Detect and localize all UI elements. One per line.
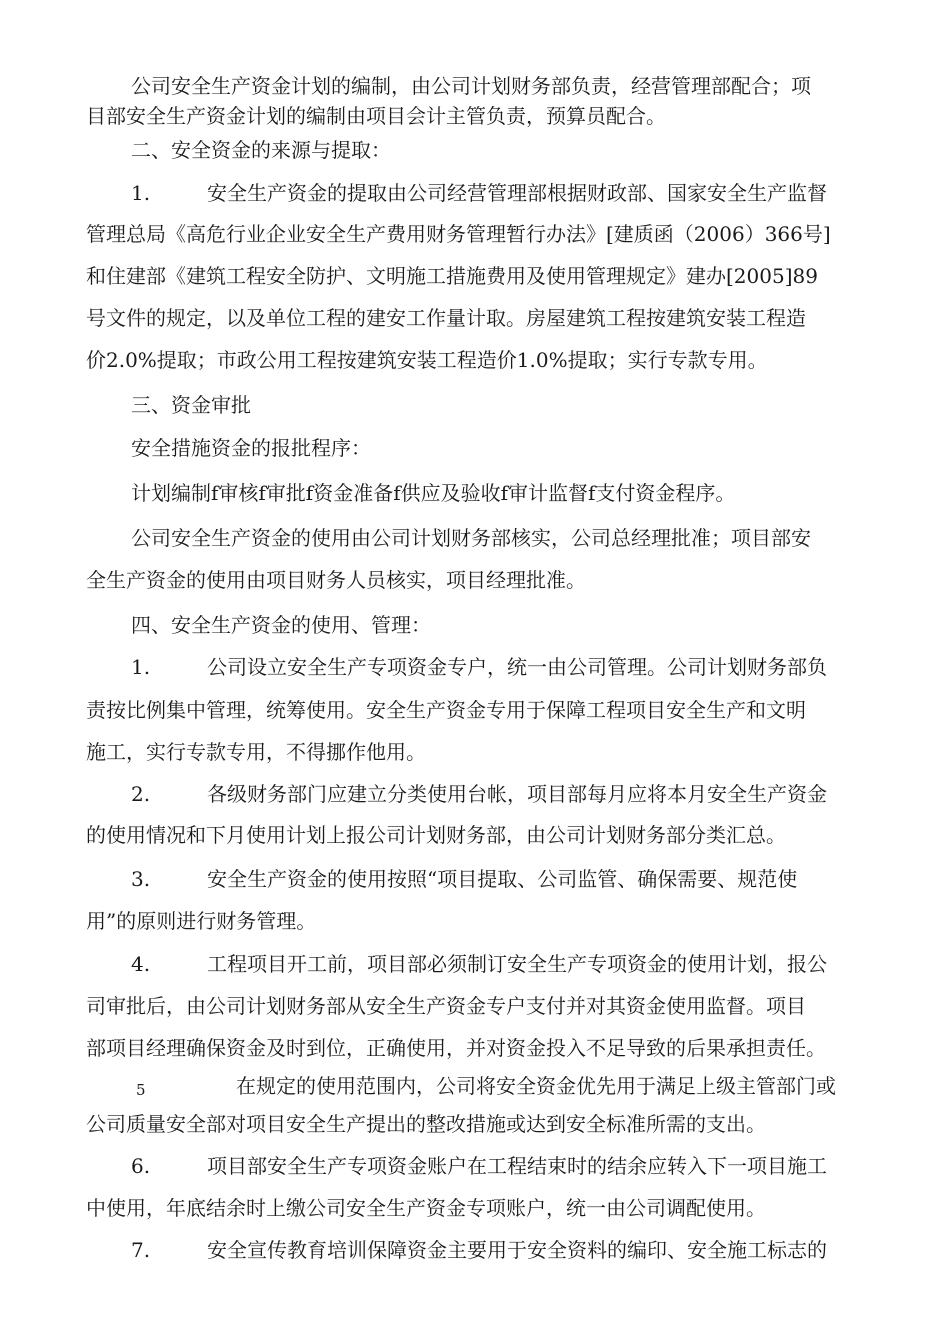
text-line: 责按比例集中管理，统筹使用。安全生产资金专用于保障工程项目安全生产和文明: [86, 698, 806, 722]
heading-text: 三、资金审批: [131, 393, 251, 417]
paragraph-line: [0, 732, 950, 772]
paragraph-line: [0, 473, 950, 513]
text-line: 司审批后，由公司计划财务部从安全生产资金专户支付并对其资金使用监督。项目: [86, 994, 806, 1018]
paragraph-line: [0, 298, 950, 338]
paragraph-line: [0, 560, 950, 600]
numbered-item: [0, 1146, 950, 1186]
text-line: 施工，实行专款专用，不得挪作他用。: [86, 740, 426, 764]
text-line: 公司质量安全部对项目安全生产提出的整改措施或达到安全标准所需的支出。: [86, 1112, 766, 1136]
text-line: 安全生产资金的提取由公司经营管理部根据财政部、国家安全生产监督: [207, 181, 827, 205]
text-line: 安全措施资金的报批程序：: [131, 436, 371, 460]
text-line: 中使用，年底结余时上缴公司安全生产资金专项账户，统一由公司调配使用。: [86, 1196, 766, 1220]
text-line: 公司安全生产资金计划的编制，由公司计划财务部负责，经营管理部配合；项: [131, 74, 811, 98]
numbered-item: [0, 944, 950, 984]
numbered-item: [0, 647, 950, 687]
numbered-item: [0, 774, 950, 814]
text-line: 管理总局《高危行业企业安全生产费用财务管理暂行办法》[建质函（2006）366号]: [86, 222, 831, 246]
section-heading: [0, 605, 950, 645]
item-number: 1.: [131, 655, 151, 679]
section-heading: [0, 385, 950, 425]
text-line: 工程项目开工前，项目部必须制订安全生产专项资金的使用计划，报公: [207, 952, 827, 976]
item-number: 3.: [131, 867, 151, 891]
text-line: 部项目经理确保资金及时到位，正确使用，并对资金投入不足导致的后果承担责任。: [86, 1036, 826, 1060]
paragraph-line: [0, 428, 950, 468]
text-line: 计划编制f审核f审批f资金准备f供应及验收f审计监督f支付资金程序。: [131, 481, 736, 505]
numbered-item: [0, 859, 950, 899]
paragraph-line: [0, 214, 950, 254]
text-line: 公司安全生产资金的使用由公司计划财务部核实，公司总经理批准；项目部安: [131, 526, 811, 550]
text-line: 公司设立安全生产专项资金专户，统一由公司管理。公司计划财务部负: [207, 655, 827, 679]
text-line: 和住建部《建筑工程安全防护、文明施工措施费用及使用管理规定》建办[2005]89: [86, 264, 818, 288]
paragraph-line: [0, 690, 950, 730]
text-line: 号文件的规定，以及单位工程的建安工作量计取。房屋建筑工程按建筑安装工程造: [86, 306, 806, 330]
paragraph-line: [0, 1104, 950, 1144]
numbered-item: [0, 1230, 950, 1270]
text-line: 安全生产资金的使用按照“项目提取、公司监管、确保需要、规范使: [207, 867, 798, 891]
numbered-item: [0, 1066, 950, 1106]
text-line: 安全宣传教育培训保障资金主要用于安全资料的编印、安全施工标志的: [207, 1238, 827, 1262]
item-number: 4.: [131, 952, 151, 976]
paragraph-line: [0, 256, 950, 296]
section-heading: [0, 130, 950, 170]
paragraph-line: [0, 1188, 950, 1228]
paragraph-line: [0, 1028, 950, 1068]
text-line: 目部安全生产资金计划的编制由项目会计主管负责，预算员配合。: [86, 104, 666, 128]
paragraph-line: [0, 815, 950, 855]
item-number: 2.: [131, 782, 151, 806]
paragraph-line: [0, 518, 950, 558]
text-line: 的使用情况和下月使用计划上报公司计划财务部，由公司计划财务部分类汇总。: [86, 823, 786, 847]
text-line: 各级财务部门应建立分类使用台帐，项目部每月应将本月安全生产资金: [207, 782, 827, 806]
heading-text: 四、安全生产资金的使用、管理：: [131, 613, 431, 637]
numbered-item: [0, 173, 950, 213]
text-line: 项目部安全生产专项资金账户在工程结束时的结余应转入下一项目施工: [207, 1154, 827, 1178]
item-number: 5: [136, 1081, 146, 1099]
item-number: 1.: [131, 181, 151, 205]
text-line: 在规定的使用范围内，公司将安全资金优先用于满足上级主管部门或: [236, 1074, 836, 1098]
heading-text: 二、安全资金的来源与提取：: [131, 138, 391, 162]
item-number: 7.: [131, 1238, 151, 1262]
text-line: 全生产资金的使用由项目财务人员核实，项目经理批准。: [86, 568, 586, 592]
paragraph-line: [0, 986, 950, 1026]
text-line: 用”的原则进行财务管理。: [86, 909, 317, 933]
text-line: 价2.0%提取；市政公用工程按建筑安装工程造价1.0%提取；实行专款专用。: [86, 348, 768, 372]
item-number: 6.: [131, 1154, 151, 1178]
paragraph-line: [0, 340, 950, 380]
paragraph-line: [0, 901, 950, 941]
